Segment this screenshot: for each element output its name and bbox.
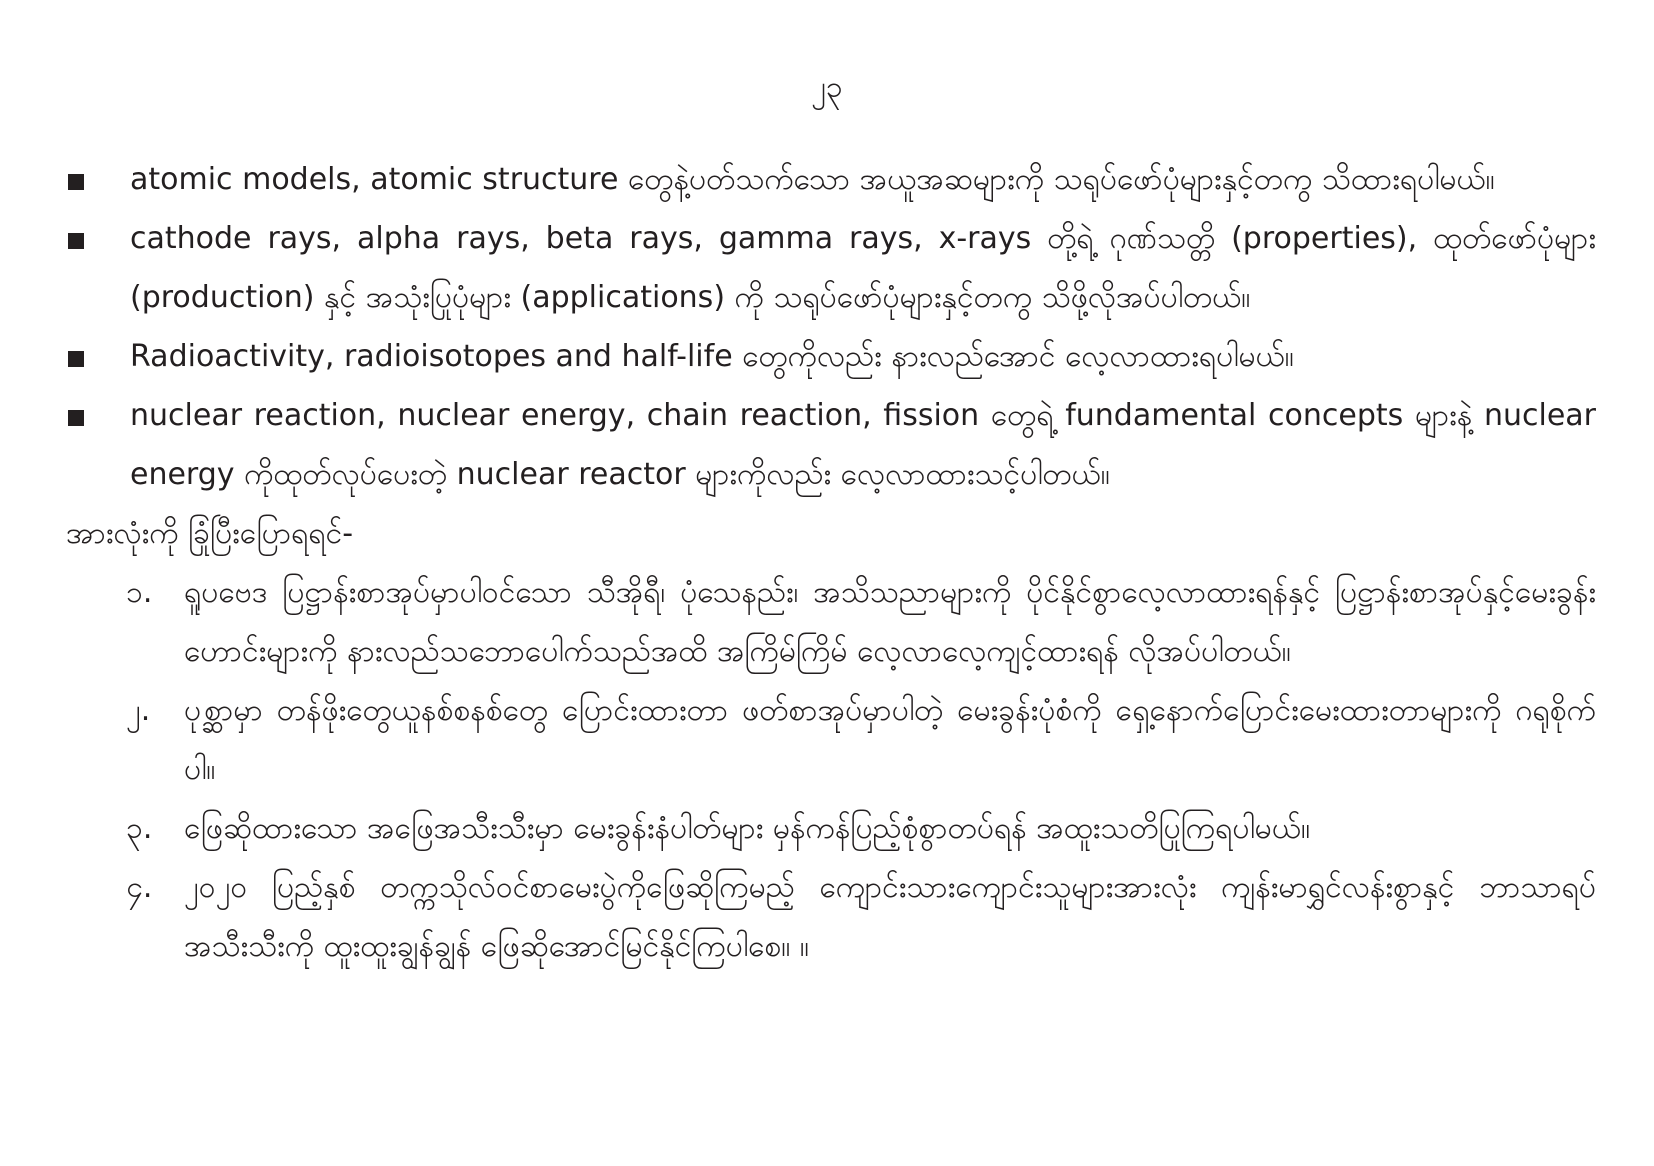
numbered-list <box>66 563 1596 976</box>
list-item <box>66 209 1596 327</box>
bullet-text: nuclear reaction, nuclear energy, chain reaction, fission တွေရဲ့ fundamental concepts များနဲ့ nuclear energy ကိုထုတ်လုပ်ပေးတဲ့ nuclear reactor များကိုလည်း လေ့လာထားသင့်ပါတယ်။ <box>130 398 1596 492</box>
item-text: ပုစ္ဆာမှာ တန်ဖိုးတွေယူနစ်စနစ်တွေ ပြောင်းထားတာ ဖတ်စာအုပ်မှာပါတဲ့ မေးခွန်းပုံစံကို ရှေ့နောက်ပြောင်းမေးထားတာများကို ဂရုစိုက်ပါ။ <box>184 693 1596 787</box>
page-number: ၂၃ <box>811 70 843 105</box>
square-bullet-icon <box>68 174 84 190</box>
list-item <box>66 327 1596 386</box>
list-item <box>66 563 1596 681</box>
square-bullet-icon <box>68 410 84 426</box>
bullet-list <box>66 150 1596 504</box>
bullet-text: atomic models, atomic structure တွေနဲ့ပတ်သက်သော အယူအဆများကို သရုပ်ဖော်ပုံများနှင့်တကွ သိထားရပါမယ်။ <box>130 162 1495 197</box>
item-number: ၄. <box>126 870 153 905</box>
item-number: ၂. <box>126 693 151 728</box>
list-item <box>66 799 1596 858</box>
list-item <box>66 150 1596 209</box>
bullet-text: cathode rays, alpha rays, beta rays, gamma rays, x-rays တို့ရဲ့ ဂုဏ်သတ္တိ (properties), ထုတ်ဖော်ပုံများ (production) နှင့် အသုံးပြုပုံများ (applications) ကို သရုပ်ဖော်ပုံများနှင့်တကွ သိဖို့လိုအပ်ပါတယ်။ <box>130 221 1596 315</box>
item-number: ၃. <box>126 811 153 846</box>
list-item <box>66 386 1596 504</box>
item-text: ရူပဗေဒ ပြဋ္ဌာန်းစာအုပ်မှာပါဝင်သော သီအိုရီ၊ ပုံသေနည်း၊ အသိသညာများကို ပိုင်နိုင်စွာလေ့လာထားရန်နှင့် ပြဋ္ဌာန်းစာအုပ်နှင့်မေးခွန်းဟောင်းများကို နားလည်သဘောပေါက်သည်အထိ အကြိမ်ကြိမ် လေ့လာလေ့ကျင့်ထားရန် လိုအပ်ပါတယ်။ <box>184 575 1596 669</box>
list-item <box>66 681 1596 799</box>
page-content <box>66 150 1596 976</box>
list-item <box>66 858 1596 976</box>
summary-heading: အားလုံးကို ခြုံပြီးပြောရရင်- <box>66 516 354 551</box>
item-number: ၁. <box>126 575 153 610</box>
item-text: ၂၀၂၀ ပြည့်နှစ် တက္ကသိုလ်ဝင်စာမေးပွဲကိုဖြေဆိုကြမည့် ကျောင်းသားကျောင်းသူများအားလုံး ကျန်းမာရွှင်လန်းစွာနှင့် ဘာသာရပ်အသီးသီးကို ထူးထူးချွန်ချွန် ဖြေဆိုအောင်မြင်နိုင်ကြပါစေ။ ။ <box>184 870 1596 964</box>
square-bullet-icon <box>68 233 84 249</box>
square-bullet-icon <box>68 351 84 367</box>
bullet-text: Radioactivity, radioisotopes and half-life တွေကိုလည်း နားလည်အောင် လေ့လာထားရပါမယ်။ <box>130 339 1294 374</box>
item-text: ဖြေဆိုထားသော အဖြေအသီးသီးမှာ မေးခွန်းနံပါတ်များ မှန်ကန်ပြည့်စုံစွာတပ်ရန် အထူးသတိပြုကြရပါမယ်။ <box>184 811 1311 846</box>
